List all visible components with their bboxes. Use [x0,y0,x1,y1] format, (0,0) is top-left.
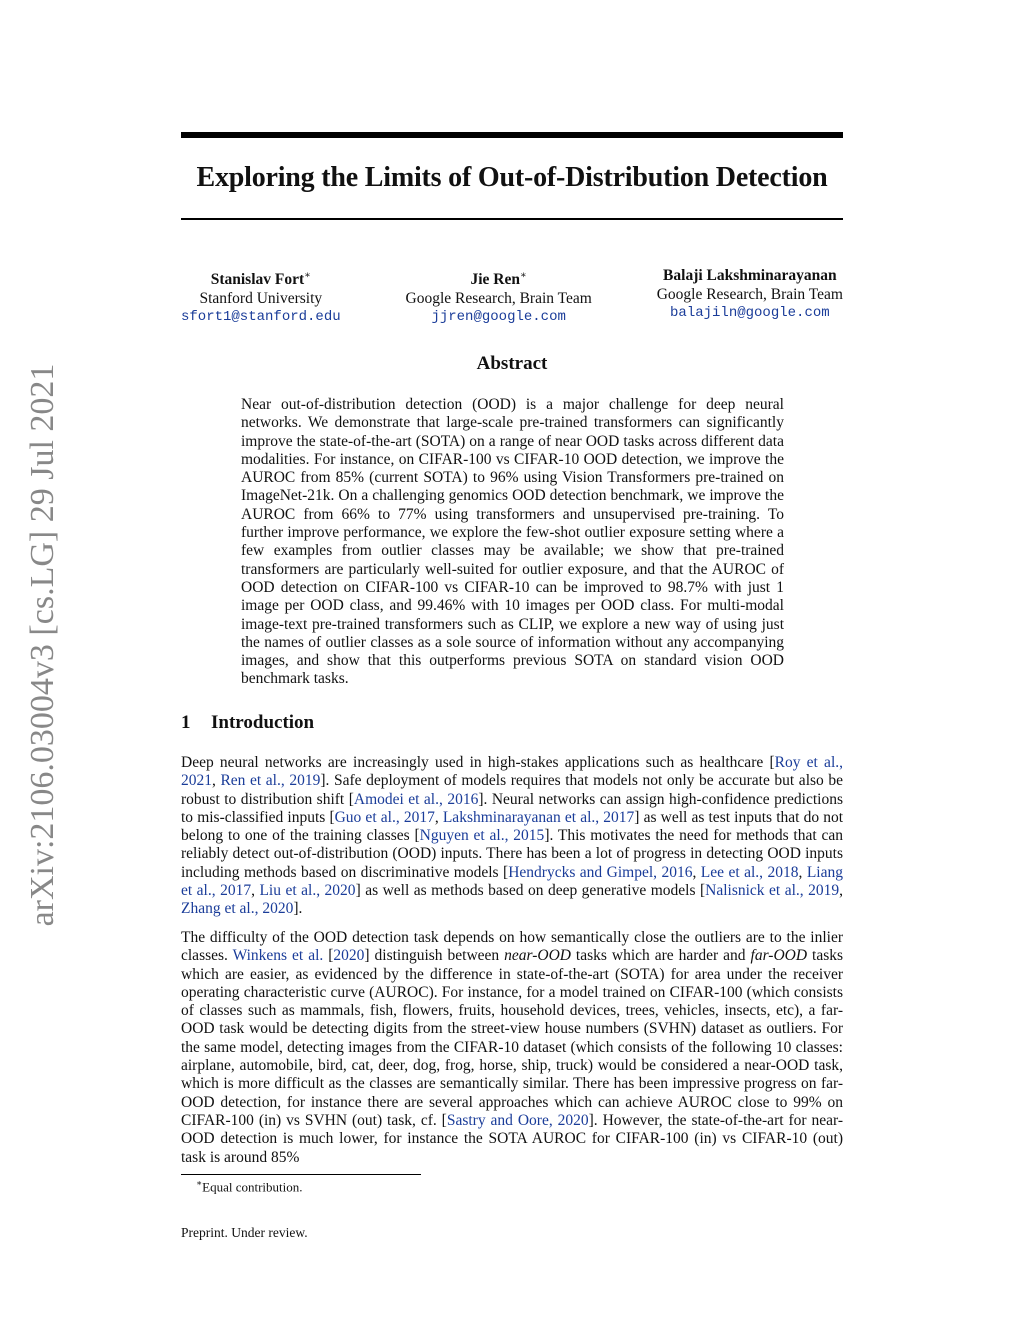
citation-link[interactable]: Nguyen et al., 2015 [419,827,545,845]
abstract-text: Near out-of-distribution detection (OOD) is a major challenge for deep neural networks. We demonstrate that large-scale pre-trained transformers can significantly improve the state-of-the-art (SOTA) on a range of near OOD tasks across different data modalities. For instance, on CIFAR-100 vs CIFAR-10 OOD detection, we improve the AUROC from 85% (current SOTA) to 96% using Vision Transformers pre-trained on ImageNet-21k. On a challenging genomics OOD detection benchmark, we improve the AUROC from 66% to 77% using transformers and unsupervised pre-training. To further improve performance, we explore the few-shot outlier exposure setting where a few examples from outlier classes may be available; we show that pre-trained transformers are particularly well-suited for outlier exposure, and that the AUROC of OOD detection on CIFAR-100 vs CIFAR-10 can be improved to 98.7% with just 1 image per OOD class, and 99.46% with 10 images per OOD class. For multi-modal image-text pre-trained transformers such as CLIP, we explore a new way of using just the names of outlier classes as a sole source of information without any accompanying images, and show that this outperforms previous SOTA on standard vision OOD benchmark tasks. [241,396,784,688]
citation-link[interactable]: Lee et al., 2018 [700,863,799,881]
intro-paragraph-2 [181,929,843,1167]
citation-link[interactable]: Ren et al., 2019 [220,772,321,790]
intro-paragraph-1 [181,754,843,919]
title-rule-bottom [181,218,843,220]
citation-link[interactable]: 2020 [333,947,365,965]
author-email-link[interactable]: jjren@google.com [431,309,566,326]
body-text: , [839,882,843,900]
citation-link[interactable]: Liu et al., 2020 [259,882,356,900]
body-text: , [692,863,701,881]
body-text: tasks which are easier, as evidenced by the difference in state-of-the-art (SOTA) for area under the receiver operating characteristic curve (AUROC). For instance, for a model trained on CIFAR-100 (which consists of classes such as mammals, fish, flowers, fruits, household devices, trees, vehicles, insects, etc), a far-OOD task would be detecting digits from the street-view house numbers (SVHN) dataset as outliers. For the same model, detecting images from the CIFAR-10 dataset (which consists of the following 10 classes: airplane, automobile, bird, cat, deer, dog, frog, horse, ship, truck) would be considered a near-OOD task, which is more difficult as the classes are semantically similar. There has been impressive progress on far-OOD detection, for instance there are several approaches which can achieve AUROC close to 99% on CIFAR-100 (in) vs SVHN (out) task, cf. [ [181,947,844,1129]
equal-contrib-mark: ∗ [304,270,311,281]
body-text: ]. Safe deployment of models requires that models not only be accurate but also be robust to distribution shift [ [181,772,844,808]
citation-link[interactable]: Lakshminarayanan et al., 2017 [442,808,635,826]
citation-link[interactable]: Liang et al., 2017 [181,863,843,900]
preprint-notice: Preprint. Under review. [181,1225,308,1240]
author-3 [657,266,843,327]
body-text: ]. Neural networks can assign high-confidence predictions to mis-classified inputs [ [181,790,844,826]
citation-link[interactable]: Amodei et al., 2016 [353,790,479,808]
section-number: 1 [181,712,191,733]
citation-link[interactable]: Nalisnick et al., 2019 [705,882,840,900]
body-text: ]. This motivates the need for methods that can reliably detect out-of-distribution (OOD) inputs. There has been a lot of progress in detecting OOD inputs including methods based on discriminative models [ [181,827,844,881]
footnote [196,1178,303,1195]
citation-link[interactable]: Zhang et al., 2020 [181,900,294,918]
author-name: Balaji Lakshminarayanan [663,267,837,284]
author-1 [181,266,341,327]
author-block [181,266,843,327]
footnote-rule [181,1174,421,1175]
body-text: , [798,863,807,881]
body-text: , [251,882,260,900]
body-text: tasks which are harder and [570,947,751,965]
arxiv-sidebar-stamp: arXiv:2106.03004v3 [cs.LG] 29 Jul 2021 [24,363,61,927]
title-rule-top [181,132,843,138]
body-text: ]. [293,900,303,918]
body-text: ] as well as test inputs that do not belong to one of the training classes [ [181,808,844,845]
body-text: The difficulty of the OOD detection task depends on how semantically close the outliers are to the inlier classes. [181,929,843,965]
author-name: Jie Ren [470,271,521,289]
body-text: ]. However, the state-of-the-art for near-OOD detection is much lower, for instance the SOTA AUROC for CIFAR-100 (in) vs CIFAR-10 (out) task is around 85% [181,1111,843,1166]
citation-link[interactable]: Sastry and Oore, 2020 [446,1111,589,1129]
author-affiliation: Google Research, Brain Team [656,286,843,303]
body-text: [ [323,947,334,965]
section-heading [181,712,314,734]
author-affiliation: Stanford University [199,290,323,308]
body-text: , [434,808,443,826]
body-text: Deep neural networks are increasingly used in high-stakes applications such as healthcare [ [181,754,775,771]
emphasis-term: far-OOD [750,947,808,965]
citation-link[interactable]: Guo et al., 2017 [334,808,435,826]
equal-contrib-mark: ∗ [520,270,527,281]
author-2 [406,266,592,327]
abstract-heading: Abstract [476,353,548,374]
footnote-mark: ∗ [196,1178,203,1188]
author-name: Stanislav Fort [210,271,305,289]
footnote-text: Equal contribution. [202,1179,303,1195]
citation-link[interactable]: Hendrycks and Gimpel, 2016 [508,863,693,881]
paper-title: Exploring the Limits of Out-of-Distribution Detection [196,162,828,193]
citation-link[interactable]: Roy et al., 2021 [181,754,843,790]
author-email-link[interactable]: balajiln@google.com [670,305,830,321]
body-text: ] as well as methods based on deep generative models [ [355,882,706,900]
body-text: ] distinguish between [364,947,505,965]
body-text: , [212,772,221,790]
emphasis-term: near-OOD [504,947,571,965]
author-email-link[interactable]: sfort1@stanford.edu [181,309,341,326]
citation-link[interactable]: Winkens et al. [232,947,324,965]
author-affiliation: Google Research, Brain Team [405,290,592,308]
section-title: Introduction [211,712,315,733]
